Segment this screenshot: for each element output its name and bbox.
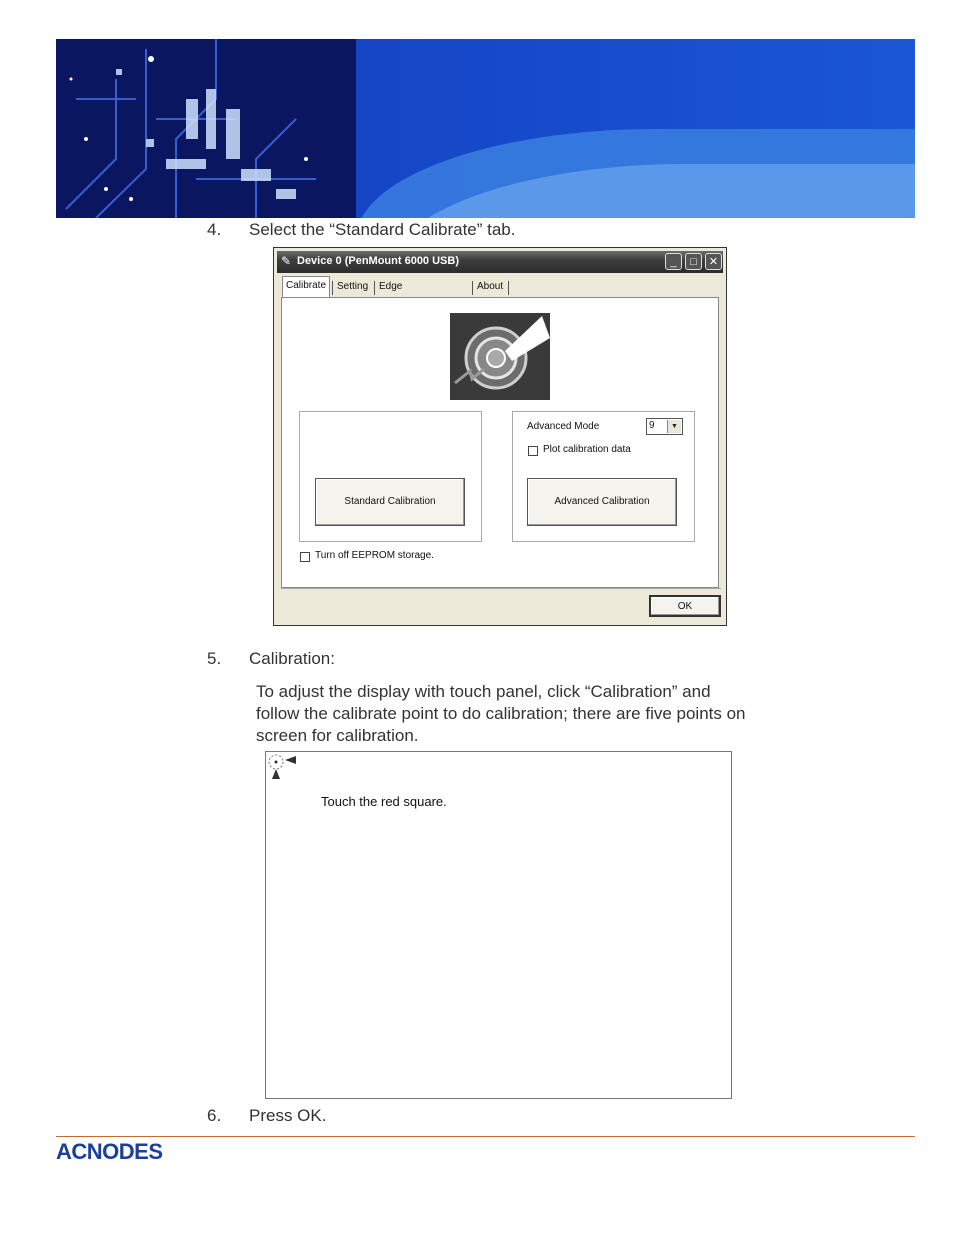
tab-setting[interactable]: Setting <box>337 281 369 292</box>
calibration-paragraph <box>256 681 816 747</box>
advanced-mode-value: 9 <box>649 420 655 431</box>
calibration-screen <box>265 751 732 1099</box>
acnodes-logo: ACNODES <box>56 1139 163 1164</box>
circuit-board-image <box>56 39 356 218</box>
advanced-mode-label: Advanced Mode <box>527 421 600 432</box>
maximize-icon[interactable]: □ <box>685 253 702 270</box>
eeprom-checkbox[interactable] <box>300 552 310 562</box>
step-number: 6. <box>207 1106 222 1125</box>
step-text: Press OK. <box>249 1106 327 1125</box>
paragraph-line: To adjust the display with touch panel, click “Calibration” and <box>256 682 711 701</box>
ok-button[interactable]: OK <box>649 595 721 617</box>
advanced-calibration-button[interactable]: Advanced Calibration <box>527 478 677 526</box>
header-banner <box>56 39 915 218</box>
minimize-icon[interactable]: _ <box>665 253 682 270</box>
close-icon[interactable]: ✕ <box>705 253 722 270</box>
paragraph-line: follow the calibrate point to do calibration; there are five points on <box>256 704 746 723</box>
step-text: Calibration: <box>249 649 335 668</box>
chevron-down-icon: ▼ <box>667 420 681 433</box>
step-number: 4. <box>207 220 222 239</box>
plot-calibration-label: Plot calibration data <box>543 444 631 455</box>
penmount-dialog <box>273 247 727 626</box>
eeprom-label: Turn off EEPROM storage. <box>315 550 434 561</box>
standard-calibration-button[interactable]: Standard Calibration <box>315 478 465 526</box>
step-text: Select the “Standard Calibrate” tab. <box>249 220 516 239</box>
pen-icon: ✎ <box>281 254 292 268</box>
tab-calibrate[interactable]: Calibrate <box>282 276 330 297</box>
plot-calibration-checkbox[interactable] <box>528 446 538 456</box>
crosshair-target-icon[interactable] <box>268 754 302 782</box>
tab-edge-compensation[interactable]: Edge <box>379 281 403 292</box>
title-bar <box>277 251 723 273</box>
footer-divider <box>56 1136 915 1137</box>
calibrate-panel <box>281 297 719 588</box>
paragraph-line: screen for calibration. <box>256 726 419 745</box>
step-number: 5. <box>207 649 222 668</box>
advanced-mode-select[interactable] <box>646 418 683 435</box>
calibration-target-icon <box>450 313 550 400</box>
dialog-title: Device 0 (PenMount 6000 USB) <box>297 255 459 267</box>
tab-about[interactable]: About <box>477 281 504 292</box>
calibration-message: Touch the red square. <box>321 794 447 809</box>
